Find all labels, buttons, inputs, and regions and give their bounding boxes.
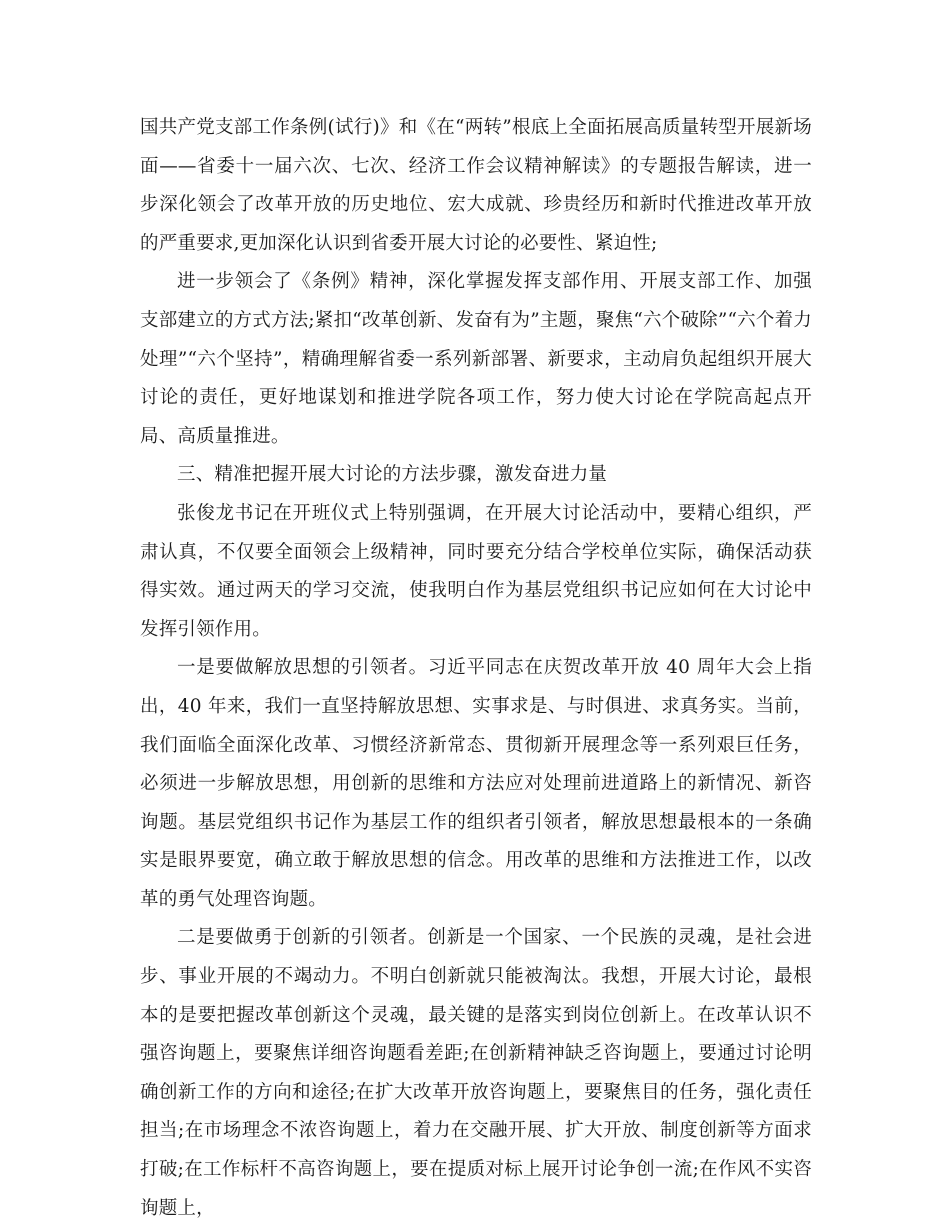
paragraph-regulations: 进一步领会了《条例》精神，深化掌握发挥支部作用、开展支部工作、加强支部建立的方式方法;紧扣“改革创新、发奋有为”主题，聚焦“六个破除”“六个着力处理”“六个坚持”，精确理解省委一系列新部署、新要求，主动肩负起组织开展大讨论的责任，更好地谋划和推进学院各项工作，努力使大讨论在学院高起点开局、高质量推进。 <box>140 271 812 447</box>
paragraph-opening-ceremony: 张俊龙书记在开班仪式上特别强调，在开展大讨论活动中，要精心组织，严肃认真，不仅要全面领会上级精神，同时要充分结合学校单位实际，确保活动获得实效。通过两天的学习交流，使我明白作为基层党组织书记应如何在大讨论中发挥引领作用。 <box>140 502 812 640</box>
section-heading-three: 三、精准把握开展大讨论的方法步骤，激发奋进力量 <box>177 464 608 486</box>
paragraph-point-two: 二是要做勇于创新的引领者。创新是一个国家、一个民族的灵魂，是社会进步、事业开展的不竭动力。不明白创新就只能被淘汰。我想，开展大讨论，最根本的是要把握改革创新这个灵魂，最关键的是落实到岗位创新上。在改革认识不强咨询题上，要聚焦详细咨询题看差距;在创新精神缺乏咨询题上，要通过讨论明确创新工作的方向和途径;在扩大改革开放咨询题上，要聚焦目的任务，强化责任担当;在市场理念不浓咨询题上，着力在交融开展、扩大开放、制度创新等方面求打破;在工作标杆不高咨询题上，要在提质对标上展开讨论争创一流;在作风不实咨询题上， <box>140 927 812 1219</box>
paragraph-continued: 国共产党支部工作条例(试行)》和《在“两转”根底上全面拓展高质量转型开展新场面——省委十一届六次、七次、经济工作会议精神解读》的专题报告解读，进一步深化领会了改革开放的历史地位、宏大成就、珍贵经历和新时代推进改革开放的严重要求,更加深化认识到省委开展大讨论的必要性、紧迫性; <box>140 117 812 254</box>
paragraph-point-one: 一是要做解放思想的引领者。习近平同志在庆贺改革开放 40 周年大会上指出，40 年来，我们一直坚持解放思想、实事求是、与时俱进、求真务实。当前，我们面临全面深化改革、习惯经济新常态、贯彻新开展理念等一系列艰巨任务，必须进一步解放思想，用创新的思维和方法应对处理前进道路上的新情况、新咨询题。基层党组织书记作为基层工作的组织者引领者，解放思想最根本的一条确实是眼界要宽，确立敢于解放思想的信念。用改革的思维和方法推进工作，以改革的勇气处理咨询题。 <box>140 657 812 910</box>
document-body <box>140 109 812 1228</box>
